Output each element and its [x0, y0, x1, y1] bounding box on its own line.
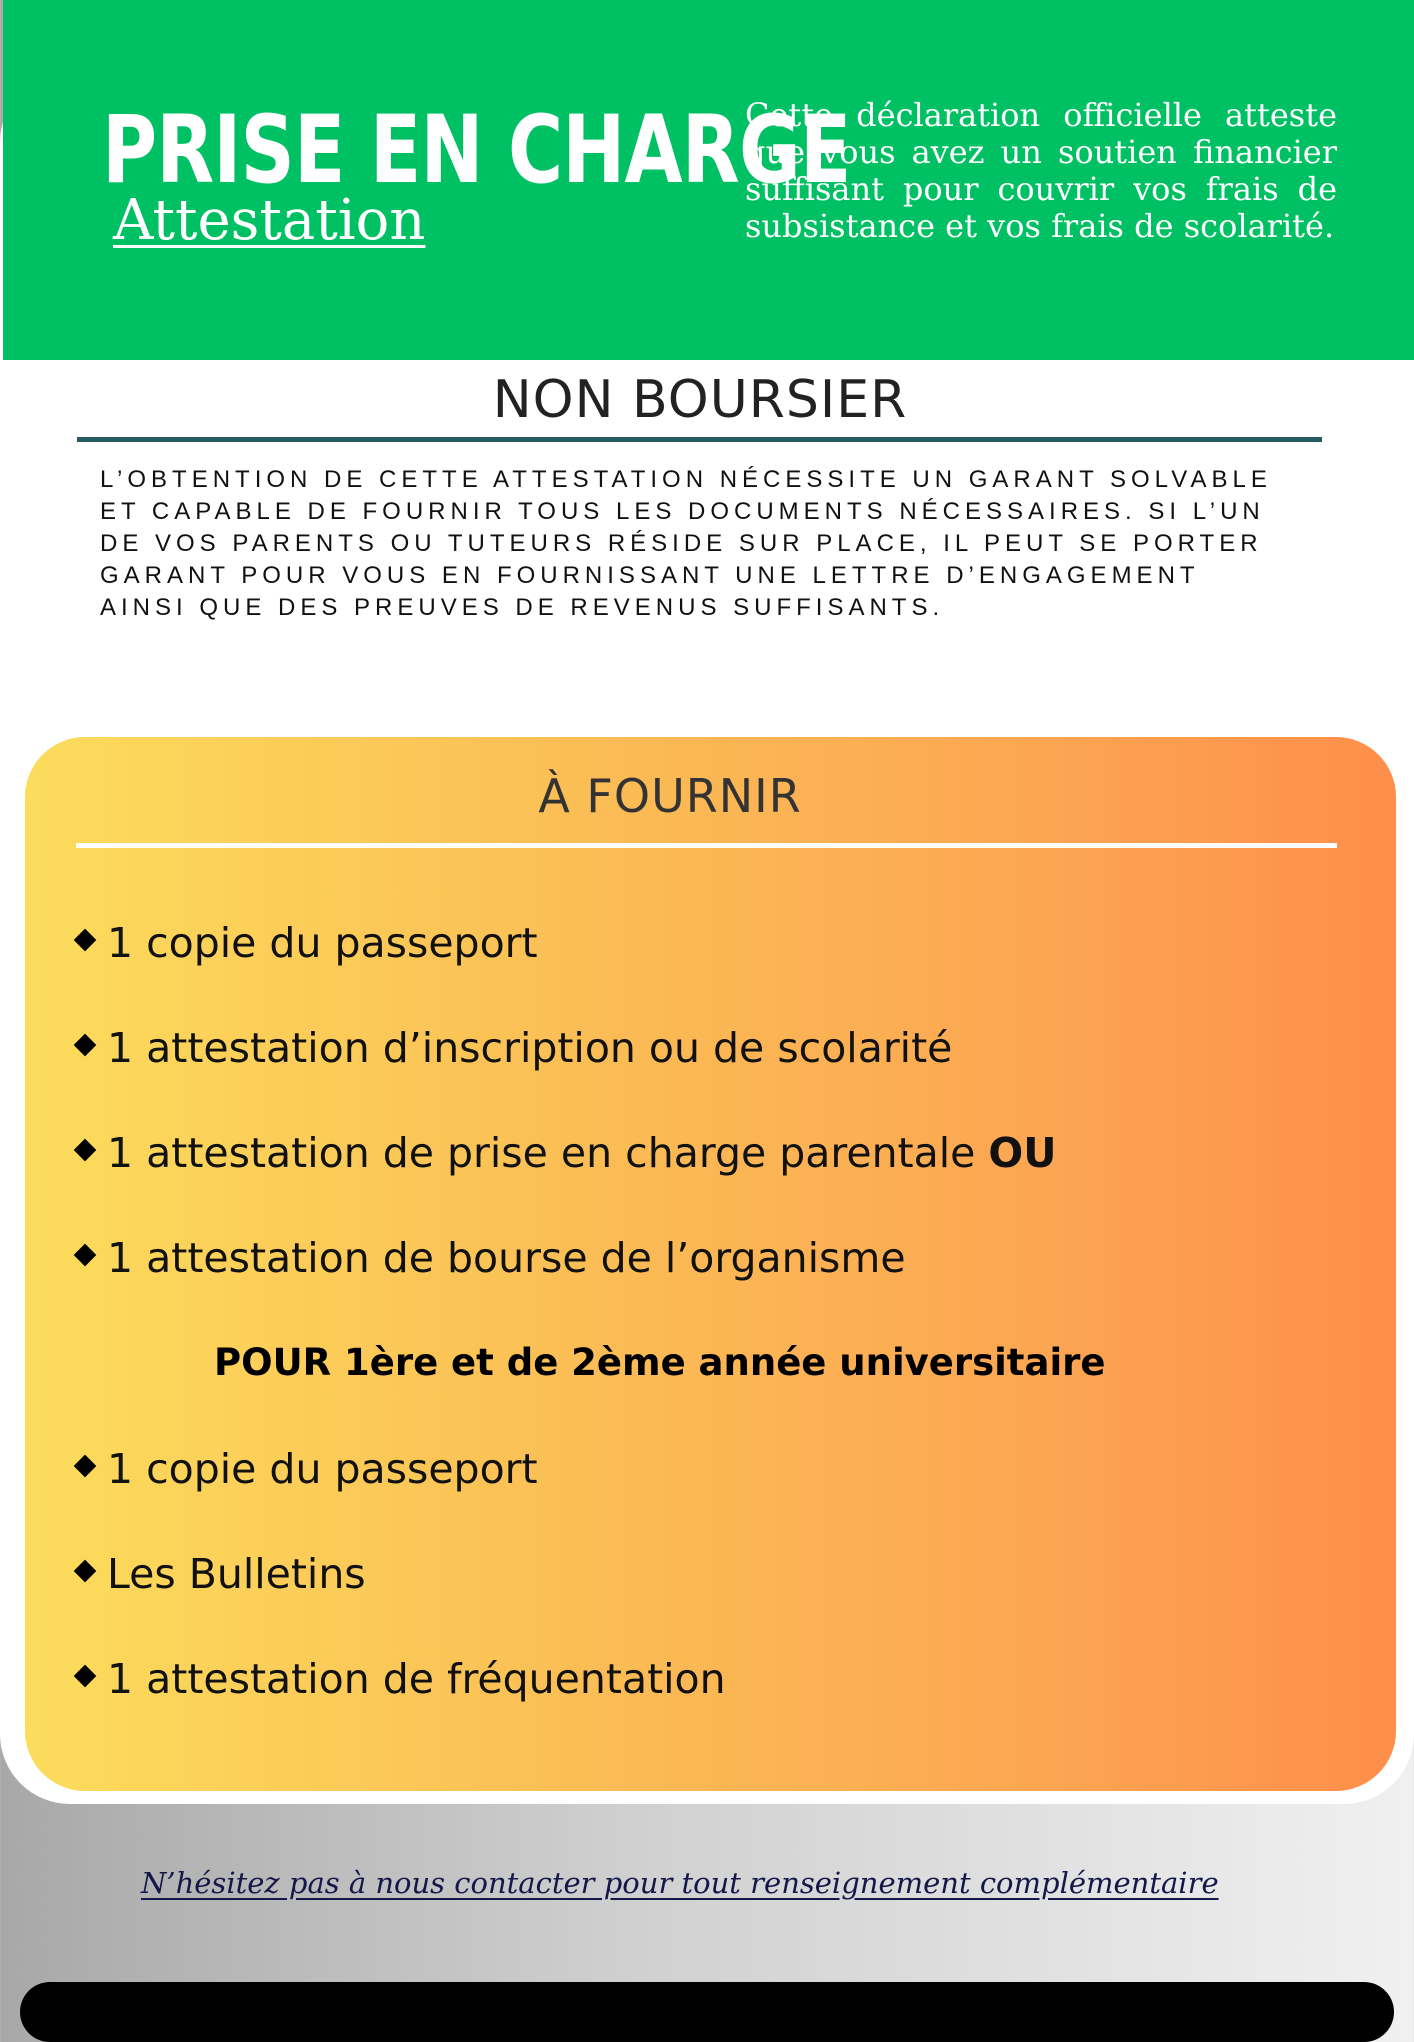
diamond-bullet-icon — [74, 1244, 97, 1267]
list-item-text: Les Bulletins — [107, 1550, 366, 1598]
page-title: PRISE EN CHARGE — [102, 96, 851, 205]
list-item — [67, 1655, 726, 1703]
panel-subheading: POUR 1ère et de 2ème année universitaire — [214, 1341, 1106, 1384]
section-title: NON BOURSIER — [492, 370, 908, 430]
diamond-bullet-icon — [74, 1139, 97, 1162]
footer-bar — [20, 1982, 1394, 2042]
diamond-bullet-icon — [74, 1560, 97, 1583]
list-item-text: 1 copie du passeport — [107, 919, 538, 967]
diamond-bullet-icon — [74, 1034, 97, 1057]
list-item — [67, 919, 538, 967]
page-subtitle: Attestation — [113, 188, 426, 253]
diamond-bullet-icon — [74, 1665, 97, 1688]
panel-divider — [76, 843, 1337, 848]
diamond-bullet-icon — [74, 1455, 97, 1478]
panel-title: À FOURNIR — [538, 769, 802, 823]
list-item-text: 1 attestation d’inscription ou de scolarité — [107, 1024, 953, 1072]
list-item-text: 1 attestation de fréquentation — [107, 1655, 726, 1703]
list-item — [67, 1550, 366, 1598]
list-item-text: 1 copie du passeport — [107, 1445, 538, 1493]
intro-text: Cette déclaration officielle atteste que vous avez un soutien financier suffisant pour couvrir vos frais de subsistance et vos frais de scolarité. — [745, 96, 1337, 245]
list-item — [67, 1445, 538, 1493]
list-item-text: 1 attestation de prise en charge parentale — [107, 1129, 989, 1177]
section-description: L’OBTENTION DE CETTE ATTESTATION NÉCESSITE UN GARANT SOLVABLE ET CAPABLE DE FOURNIR TOUS LES DOCUMENTS NÉCESSAIRES. SI L’UN DE VOS PARENTS OU TUTEURS RÉSIDE SUR PLACE, IL PEUT SE PORTER GARANT POUR VOUS EN FOURNISSANT UNE LETTRE D’ENGAGEMENT AINSI QUE DES PREUVES DE REVENUS SUFFISANTS. — [100, 466, 1272, 621]
list-item-text: 1 attestation de bourse de l’organisme — [107, 1234, 906, 1282]
list-item — [67, 1234, 906, 1282]
requirements-panel — [25, 737, 1396, 1791]
diamond-bullet-icon — [74, 929, 97, 952]
list-item — [67, 1129, 1057, 1177]
list-item — [67, 1024, 952, 1072]
contact-link[interactable]: N’hésitez pas à nous contacter pour tout renseignement complémentaire — [141, 1866, 1219, 1900]
list-item-emphasis: OU — [988, 1129, 1057, 1177]
section-divider — [77, 437, 1322, 442]
